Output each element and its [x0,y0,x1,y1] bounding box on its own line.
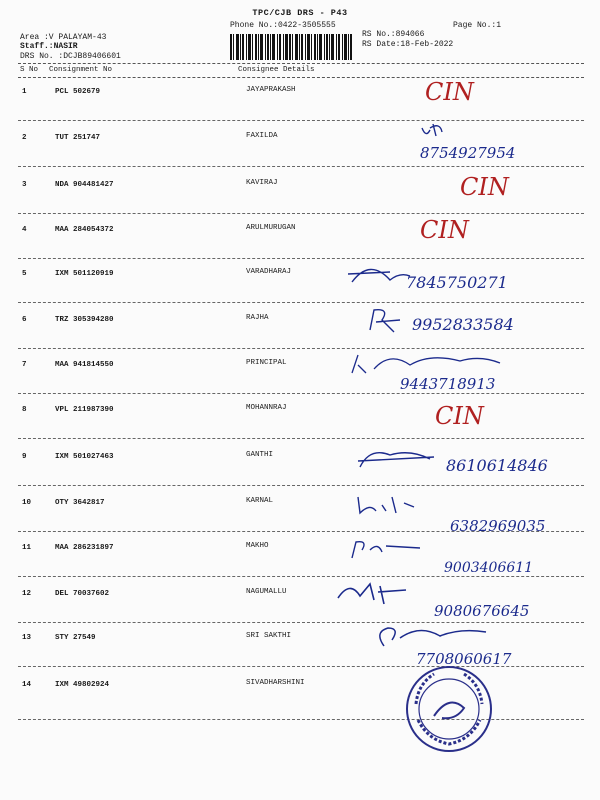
row-number: 13 [22,634,32,642]
table-row [0,634,600,680]
consignment-number: TRZ 305394280 [55,316,114,324]
signature [330,118,580,168]
column-header-consignee: Consignee Details [238,66,315,74]
signature [330,300,580,350]
consignment-number: NDA 904481427 [55,181,114,189]
consignee-name: GANTHI [246,451,274,459]
consignee-name: VARADHARAJ [246,268,292,276]
row-number: 10 [22,499,32,507]
signature-text: 9952833584 [412,315,514,334]
signature [330,390,580,440]
signature [330,165,580,215]
phone-number: Phone No.:0422-3505555 [230,21,336,30]
table-row [0,681,600,727]
signature-text: CIN [420,216,469,244]
row-divider [18,719,584,720]
page-number: Page No.:1 [453,21,502,30]
consignee-name: NAGUMALLU [246,588,287,596]
signature [330,254,580,304]
row-number: 3 [22,181,27,189]
signature [330,72,580,122]
signature-text: 9080676645 [434,602,530,620]
row-number: 14 [22,681,32,689]
row-number: 9 [22,453,27,461]
consignment-number: VPL 211987390 [55,406,114,414]
consignee-name: JAYAPRAKASH [246,86,296,94]
rs-number: RS No.:894066 [362,30,425,39]
stamp-icon [404,664,494,754]
signature [330,437,580,487]
consignment-number: MAA 941814550 [55,361,114,369]
header-divider-top [18,63,584,64]
document-title: TPC/CJB DRS - P43 [252,8,348,18]
row-number: 8 [22,406,27,414]
column-header-signature [420,0,600,34]
consignee-name: MOHANNRAJ [246,404,287,412]
row-divider [18,666,584,667]
row-number: 4 [22,226,27,234]
signature [330,574,580,624]
consignee-name: PRINCIPAL [246,359,287,367]
consignment-number: PCL 502679 [55,88,101,96]
signature-text: CIN [435,402,484,430]
row-number: 5 [22,270,27,278]
consignee-name: SIVADHARSHINI [246,679,305,687]
drs-number: DRS No. :DCJB89406601 [20,52,121,61]
staff-label: Staff.:NASIR [20,42,78,51]
consignment-number: IXM 49802924 [55,681,110,689]
rs-date: RS Date:18-Feb-2022 [362,40,454,49]
consignee-name: MAKHO [246,542,269,550]
row-number: 6 [22,316,27,324]
signature [330,528,580,578]
signature-text: 8610614846 [446,456,548,475]
signature-text: CIN [460,173,509,201]
consignment-number: IXM 501120919 [55,270,114,278]
consignment-number: STY 27549 [55,634,96,642]
signature-text: 7708060617 [416,650,512,668]
consignment-number: IXM 501027463 [55,453,114,461]
signature-text: CIN [425,78,474,106]
consignment-number: OTY 3642817 [55,499,105,507]
row-number: 1 [22,88,27,96]
consignee-name: KAVIRAJ [246,179,278,187]
column-header-consignment: Consignment No [49,66,113,74]
consignment-number: MAA 284054372 [55,226,114,234]
signature [330,345,580,395]
consignment-number: DEL 70037602 [55,590,110,598]
column-header-sno: S No [20,66,39,74]
signature-text: 7845750271 [406,273,508,292]
signature [330,483,580,533]
signature-text: 8754927954 [420,144,516,162]
signature-text: 9443718913 [400,375,496,393]
consignment-number: TUT 251747 [55,134,101,142]
signature-text: 6382969035 [450,517,546,535]
consignee-name: KARNAL [246,497,274,505]
consignee-name: FAXILDA [246,132,278,140]
row-number: 11 [22,544,32,552]
consignment-number: MAA 286231897 [55,544,114,552]
consignee-name: SRI SAKTHI [246,632,292,640]
signature [330,618,580,668]
signature-text: 9003406611 [444,560,534,576]
row-number: 2 [22,134,27,142]
consignee-name: ARULMURUGAN [246,224,296,232]
row-number: 7 [22,361,27,369]
consignee-name: RAJHA [246,314,269,322]
row-number: 12 [22,590,32,598]
signature [330,210,580,260]
barcode-icon [230,34,352,60]
area-label: Area :V PALAYAM-43 [20,33,107,42]
